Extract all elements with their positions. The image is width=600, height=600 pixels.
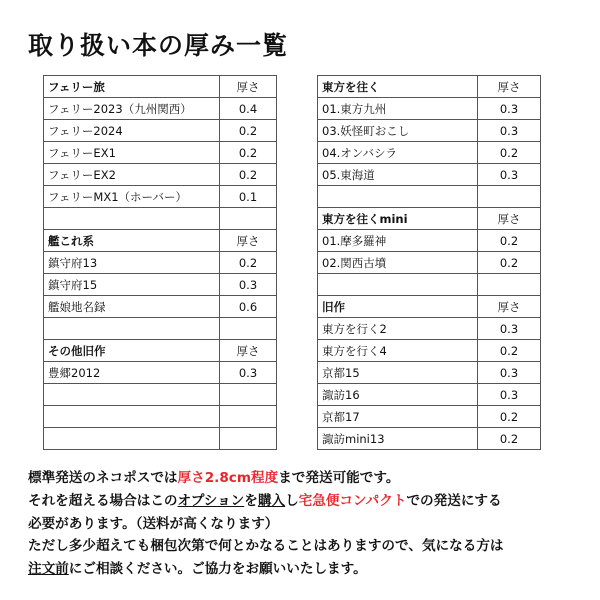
note-line-5 — [28, 558, 504, 581]
thickness-value — [220, 406, 277, 428]
thickness-value: 0.3 — [478, 120, 541, 142]
table-row — [318, 230, 541, 252]
purchase-emphasis: 購入 — [257, 492, 286, 509]
thickness-value: 0.2 — [220, 252, 277, 274]
thickness-value — [220, 318, 277, 340]
option-emphasis: オプション — [177, 492, 245, 509]
note-text: し — [285, 492, 299, 509]
before-order-emphasis: 注文前 — [28, 561, 69, 578]
thickness-header: 厚さ — [220, 76, 277, 98]
book-title: 京都17 — [318, 406, 478, 428]
thickness-value: 0.3 — [478, 164, 541, 186]
thickness-value: 0.2 — [478, 252, 541, 274]
book-title: 諏訪mini13 — [318, 428, 478, 450]
book-title: 01.東方九州 — [318, 98, 478, 120]
book-title — [44, 428, 220, 450]
book-title: 鎮守府13 — [44, 252, 220, 274]
note-text: での発送にする — [406, 492, 502, 509]
book-title: 京都15 — [318, 362, 478, 384]
note-line-4: ただし多少超えても梱包次第で何とかなることはありますので、気になる方は — [28, 538, 504, 555]
book-title: フェリー2024 — [44, 120, 220, 142]
section-title: その他旧作 — [44, 340, 220, 362]
thickness-value: 0.3 — [478, 318, 541, 340]
thickness-value: 0.2 — [220, 120, 277, 142]
table-row — [44, 296, 277, 318]
book-title: フェリーEX2 — [44, 164, 220, 186]
book-title: フェリー2023（九州関西） — [44, 98, 220, 120]
table-row — [44, 142, 277, 164]
book-title: 鎮守府15 — [44, 274, 220, 296]
table-row — [44, 252, 277, 274]
table-section-header — [318, 76, 541, 98]
section-title: フェリー旅 — [44, 76, 220, 98]
table-row — [44, 428, 277, 450]
thickness-header: 厚さ — [478, 296, 541, 318]
section-title: 旧作 — [318, 296, 478, 318]
thickness-value: 0.2 — [478, 340, 541, 362]
right-thickness-table — [317, 75, 541, 450]
table-row — [44, 406, 277, 428]
page-title: 取り扱い本の厚み一覧 — [28, 31, 289, 60]
section-title: 東方を往く — [318, 76, 478, 98]
left-thickness-table — [43, 75, 277, 450]
thickness-value: 0.3 — [478, 98, 541, 120]
book-title — [44, 406, 220, 428]
table-row — [318, 428, 541, 450]
table-row — [44, 274, 277, 296]
note-line-1 — [28, 467, 504, 490]
book-title: フェリーEX1 — [44, 142, 220, 164]
shipping-notes — [28, 467, 504, 581]
table-row — [44, 362, 277, 384]
thickness-value: 0.6 — [220, 296, 277, 318]
note-text: まで発送可能です。 — [278, 470, 400, 486]
note-text: それを超える場合はこの — [28, 492, 178, 509]
thickness-header: 厚さ — [478, 208, 541, 230]
book-title: 05.東海道 — [318, 164, 478, 186]
table-row — [44, 164, 277, 186]
book-title — [318, 186, 478, 208]
table-row — [318, 186, 541, 208]
note-text: を — [244, 492, 258, 509]
compact-delivery-highlight: 宅急便コンパクト — [298, 492, 407, 509]
table-row — [44, 208, 277, 230]
book-title: 諏訪16 — [318, 384, 478, 406]
note-text: 標準発送のネコポスでは — [28, 470, 178, 486]
thickness-limit-highlight: 厚さ2.8cm程度 — [177, 470, 279, 486]
thickness-value: 0.3 — [220, 274, 277, 296]
table-row — [318, 274, 541, 296]
note-line-3: 必要があります。（送料が高くなります） — [28, 515, 279, 532]
table-section-header — [318, 208, 541, 230]
table-section-header — [44, 340, 277, 362]
thickness-value — [478, 274, 541, 296]
table-row — [44, 98, 277, 120]
book-title: 01.摩多羅神 — [318, 230, 478, 252]
thickness-value: 0.2 — [478, 428, 541, 450]
book-title: 東方を行く4 — [318, 340, 478, 362]
book-title: 豊郷2012 — [44, 362, 220, 384]
section-title: 艦これ系 — [44, 230, 220, 252]
table-section-header — [318, 296, 541, 318]
table-row — [318, 362, 541, 384]
thickness-value — [220, 208, 277, 230]
table-row — [318, 142, 541, 164]
thickness-header: 厚さ — [478, 76, 541, 98]
book-title: 02.関西古墳 — [318, 252, 478, 274]
note-text: にご相談ください。ご協力をお願いいたします。 — [68, 561, 367, 578]
book-title: 艦娘地名録 — [44, 296, 220, 318]
thickness-value: 0.2 — [478, 406, 541, 428]
table-row — [44, 120, 277, 142]
thickness-value — [220, 428, 277, 450]
book-title: フェリーMX1（ホーバー） — [44, 186, 220, 208]
thickness-value: 0.1 — [220, 186, 277, 208]
table-row — [318, 340, 541, 362]
book-title — [44, 318, 220, 340]
thickness-header: 厚さ — [220, 230, 277, 252]
book-title — [44, 208, 220, 230]
book-title — [318, 274, 478, 296]
thickness-value: 0.4 — [220, 98, 277, 120]
table-section-header — [44, 230, 277, 252]
table-row — [318, 164, 541, 186]
table-row — [44, 318, 277, 340]
table-row — [318, 98, 541, 120]
table-row — [44, 384, 277, 406]
thickness-value: 0.3 — [478, 384, 541, 406]
table-section-header — [44, 76, 277, 98]
thickness-value: 0.3 — [220, 362, 277, 384]
thickness-value: 0.2 — [478, 230, 541, 252]
thickness-value — [220, 384, 277, 406]
thickness-header: 厚さ — [220, 340, 277, 362]
table-row — [44, 186, 277, 208]
table-row — [318, 384, 541, 406]
table-row — [318, 318, 541, 340]
thickness-value: 0.3 — [478, 362, 541, 384]
section-title: 東方を往くmini — [318, 208, 478, 230]
book-title: 東方を行く2 — [318, 318, 478, 340]
thickness-value: 0.2 — [478, 142, 541, 164]
thickness-value: 0.2 — [220, 142, 277, 164]
thickness-value: 0.2 — [220, 164, 277, 186]
book-title: 03.妖怪町おこし — [318, 120, 478, 142]
note-line-2 — [28, 490, 504, 513]
table-row — [318, 252, 541, 274]
thickness-value — [478, 186, 541, 208]
book-title — [44, 384, 220, 406]
book-title: 04.オンバシラ — [318, 142, 478, 164]
table-row — [318, 406, 541, 428]
table-row — [318, 120, 541, 142]
